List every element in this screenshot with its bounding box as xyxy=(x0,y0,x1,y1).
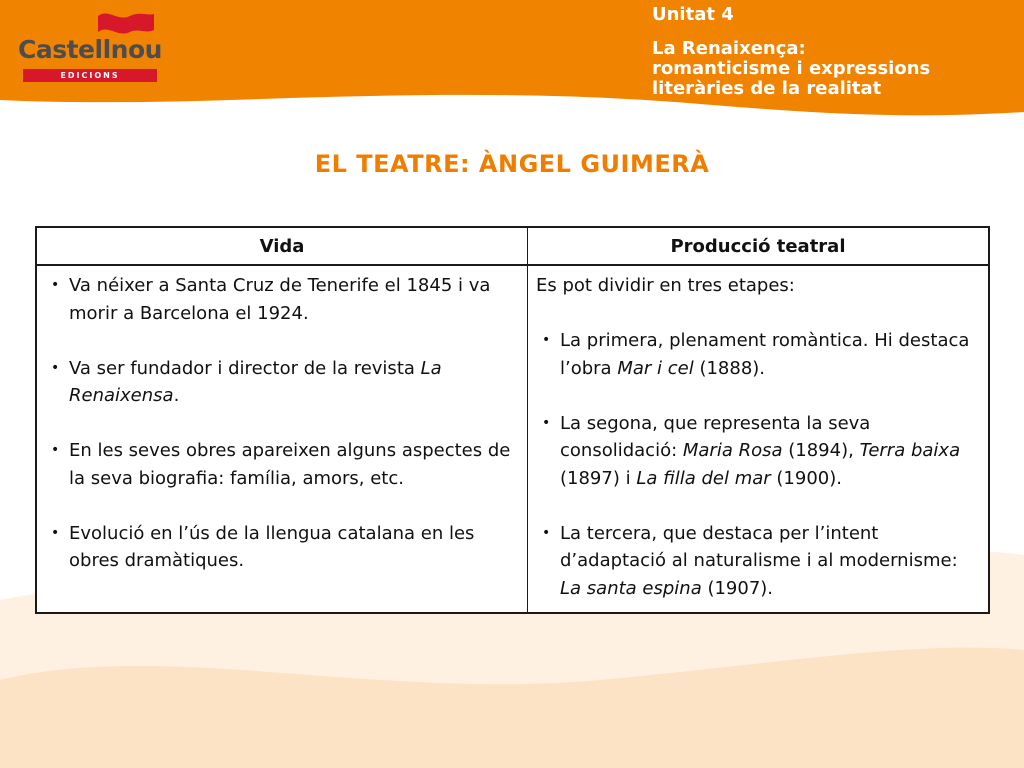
work-title: La santa espina xyxy=(560,577,702,599)
list-item xyxy=(45,520,517,575)
vida-cell xyxy=(36,265,528,613)
unit-info xyxy=(652,4,1012,99)
item-text: Va néixer a Santa Cruz de Tenerife el 1845 i va morir a Barcelona el 1924. xyxy=(69,275,491,324)
list-item xyxy=(536,410,978,493)
content-table xyxy=(35,226,990,614)
item-text: (1894), xyxy=(782,440,860,461)
unit-subtitle xyxy=(652,39,1012,99)
flag-icon xyxy=(96,8,156,38)
produccio-cell xyxy=(528,265,990,613)
item-text: La segona, que representa la seva consolidació: xyxy=(560,412,871,461)
logo-subtitle: EDICIONS xyxy=(23,69,157,82)
vida-list xyxy=(45,272,517,575)
table-row xyxy=(36,265,989,613)
list-item xyxy=(45,272,517,327)
publisher-logo xyxy=(18,8,163,80)
item-text: (1900). xyxy=(770,467,842,489)
item-text: La primera, plenament romàntica. Hi destaca l’obra xyxy=(560,330,970,379)
produccio-list xyxy=(536,327,978,602)
work-title: Mar i cel xyxy=(617,357,694,379)
item-text: (1907). xyxy=(701,577,774,599)
item-text: Va ser fundador i director de la revista xyxy=(69,357,421,379)
unit-subtitle-line: romanticisme i expressions xyxy=(652,58,931,79)
list-item xyxy=(536,327,978,382)
list-item xyxy=(45,437,517,492)
list-item xyxy=(45,355,517,410)
unit-subtitle-line: literàries de la realitat xyxy=(652,78,882,99)
item-text: Evolució en l’ús de la llengua catalana en les obres dramàtiques. xyxy=(69,522,475,571)
work-title: Terra baixa xyxy=(859,440,961,461)
item-text: (1897) i xyxy=(560,467,637,489)
work-title: Maria Rosa xyxy=(682,440,783,461)
item-text: . xyxy=(173,385,180,406)
list-item xyxy=(536,520,978,603)
unit-label: Unitat 4 xyxy=(652,4,734,25)
item-text: La tercera, que destaca per l’intent d’adaptació al naturalisme i al modernisme: xyxy=(560,522,958,571)
item-text: (1888). xyxy=(693,357,766,379)
unit-subtitle-line: La Renaixença: xyxy=(652,38,806,59)
column-header-produccio: Producció teatral xyxy=(528,227,990,265)
work-title: La filla del mar xyxy=(636,467,771,489)
slide-title: EL TEATRE: ÀNGEL GUIMERÀ xyxy=(314,150,710,178)
produccio-intro: Es pot dividir en tres etapes: xyxy=(536,275,795,296)
logo-wordmark: Castellnou xyxy=(18,35,162,64)
item-text: En les seves obres apareixen alguns aspectes de la seva biografia: família, amors, etc. xyxy=(69,440,511,489)
table-header-row xyxy=(36,227,989,265)
magazine-title: La Renaixensa xyxy=(69,357,442,406)
column-header-vida: Vida xyxy=(36,227,528,265)
